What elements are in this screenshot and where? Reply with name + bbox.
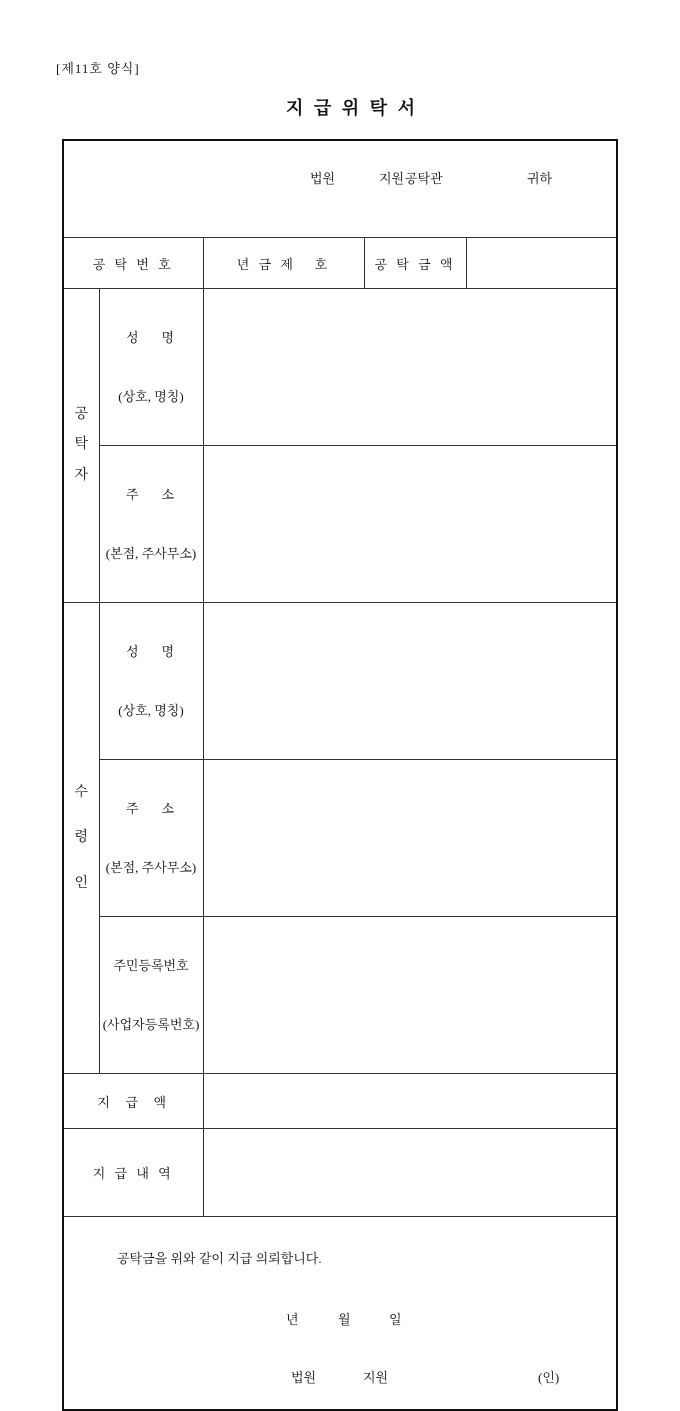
recipient-regno-sublabel: (사업자등록번호) [102, 1016, 200, 1032]
date-year-label: 년 [286, 1312, 299, 1327]
deposit-number-format-cell: 년 금 제 호 [203, 238, 364, 289]
footer-cell [63, 1217, 617, 1410]
depositor-name-label-cell [99, 289, 203, 446]
depositor-group-label: 공탁자 [74, 407, 89, 483]
recipient-name-label: 성 명 [125, 644, 177, 659]
recipient-address-value-cell [203, 760, 617, 917]
depositor-name-label: 성 명 [125, 330, 177, 345]
addressee-header-cell [63, 140, 617, 238]
seal-placeholder-label: (인) [538, 1370, 560, 1385]
date-month-label: 월 [338, 1312, 351, 1327]
depositor-address-sublabel: (본점, 주사무소) [105, 545, 197, 561]
deposit-amount-label-cell: 공 탁 금 액 [364, 238, 466, 289]
depositor-address-value-cell [203, 446, 617, 603]
recipient-regno-label-cell [99, 917, 203, 1074]
recipient-address-label: 주 소 [125, 801, 177, 816]
depositor-address-label: 주 소 [125, 487, 177, 502]
depositor-name-value-cell [203, 289, 617, 446]
deposit-number-label-cell: 공 탁 번 호 [63, 238, 203, 289]
form-number-label: [제11호 양식] [56, 61, 140, 76]
payment-details-value-cell [203, 1129, 617, 1217]
payment-amount-label-cell: 지 급 액 [63, 1074, 203, 1129]
recipient-name-value-cell [203, 603, 617, 760]
recipient-group-cell [63, 603, 99, 1074]
payment-amount-value-cell [203, 1074, 617, 1129]
recipient-address-sublabel: (본점, 주사무소) [105, 859, 197, 875]
page-title: 지 급 위 탁 서 [286, 98, 418, 118]
recipient-group-label: 수령인 [74, 784, 89, 891]
depositor-name-sublabel: (상호, 명칭) [118, 388, 184, 404]
depositor-address-label-cell [99, 446, 203, 603]
deposit-officer-label: 공탁관 [405, 171, 443, 186]
depositor-group-cell [63, 289, 99, 603]
recipient-regno-value-cell [203, 917, 617, 1074]
payment-entrustment-table [62, 139, 618, 1411]
branch-label: 지원 [379, 171, 405, 186]
recipient-regno-label: 주민등록번호 [113, 958, 189, 973]
signature-branch-label: 지원 [363, 1370, 389, 1385]
request-sentence: 공탁금을 위와 같이 지급 의뢰합니다. [117, 1251, 322, 1266]
recipient-name-label-cell [99, 603, 203, 760]
recipient-address-label-cell [99, 760, 203, 917]
court-label: 법원 [310, 171, 336, 186]
signature-court-label: 법원 [291, 1370, 317, 1385]
payment-details-label-cell: 지 급 내 역 [63, 1129, 203, 1217]
recipient-name-sublabel: (상호, 명칭) [118, 702, 184, 718]
date-day-label: 일 [389, 1312, 402, 1327]
deposit-amount-value-cell [466, 238, 617, 289]
addressee-label: 귀하 [527, 171, 553, 186]
